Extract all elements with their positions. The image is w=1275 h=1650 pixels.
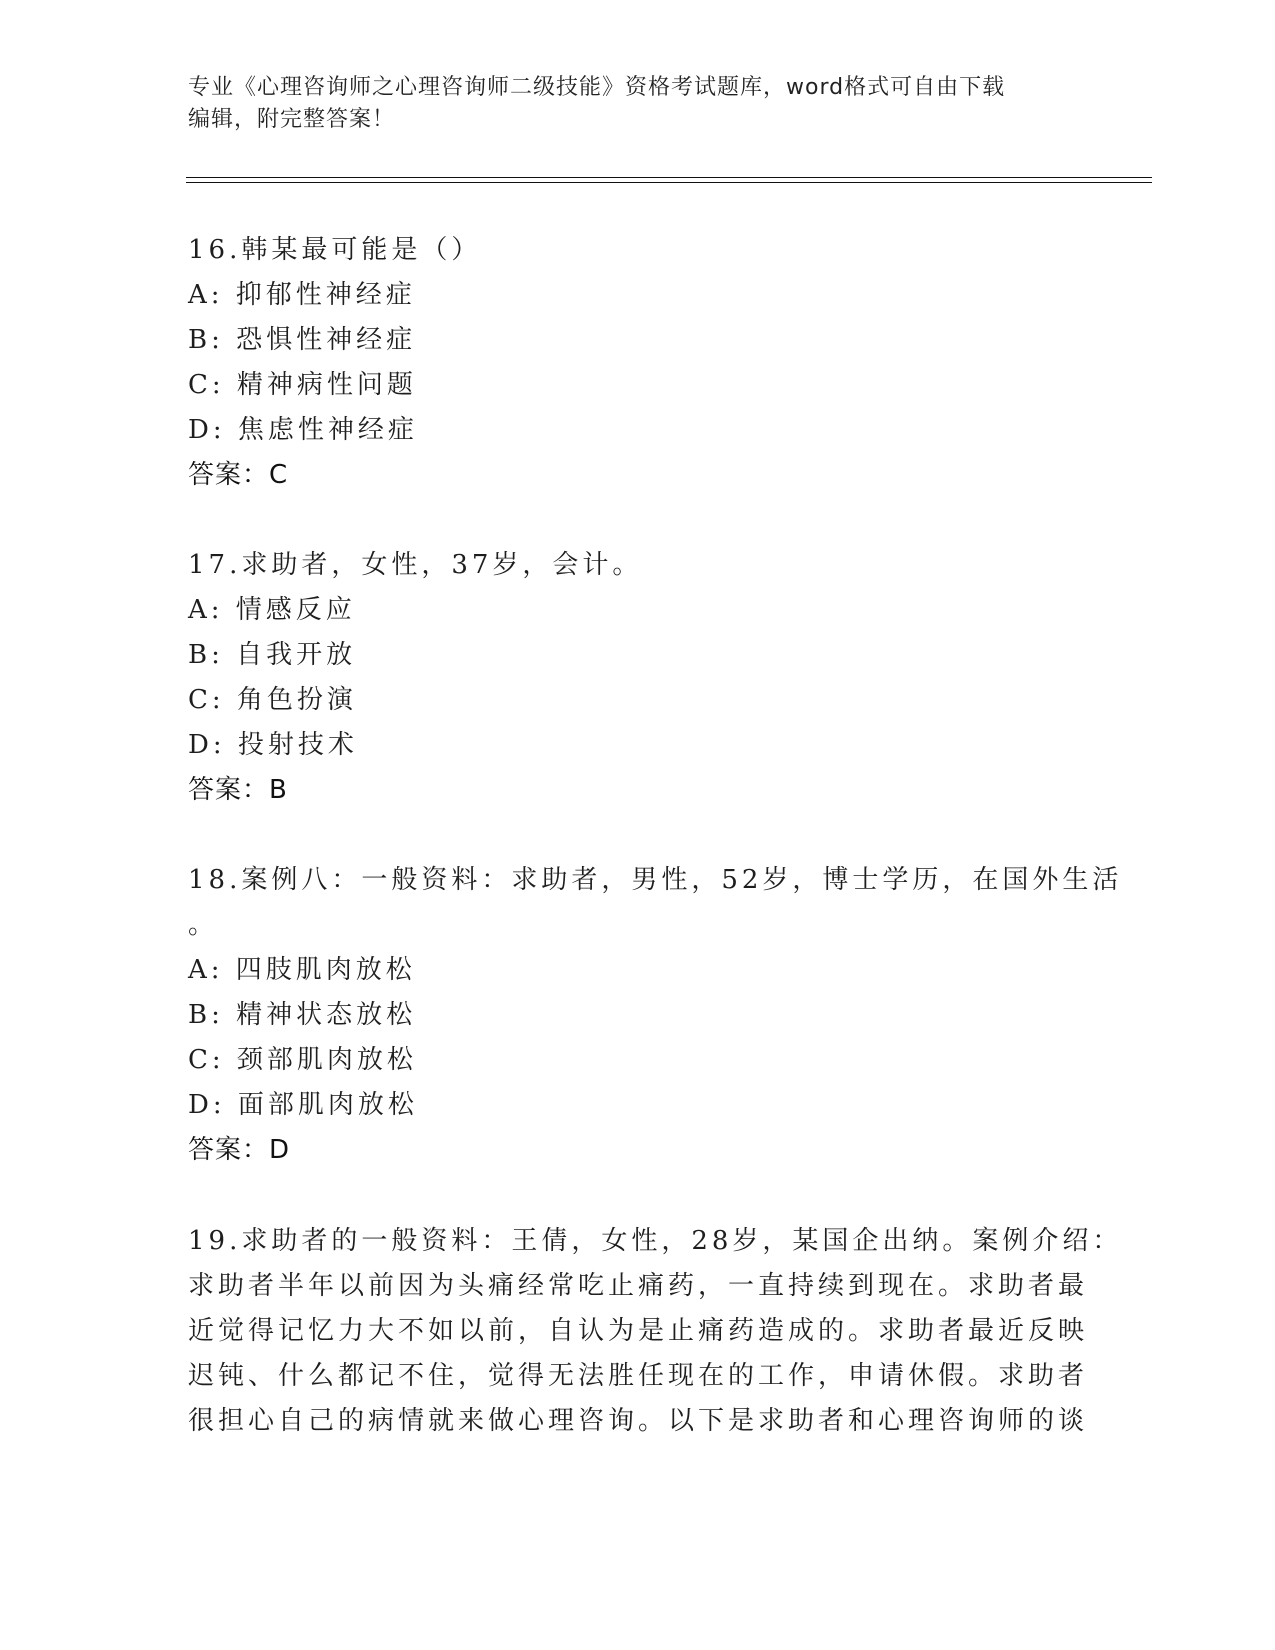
question-stem-line-1: 19.求助者的一般资料：王倩，女性，28岁，某国企出纳。案例介绍： — [188, 1226, 1123, 1256]
option-d: D: 投射技术 — [188, 730, 358, 760]
question-stem-line-2: 。 — [188, 910, 219, 940]
option-a: A: 四肢肌肉放松 — [188, 955, 416, 985]
option-b: B: 恐惧性神经症 — [188, 325, 417, 355]
answer-line: 答案：D — [188, 1135, 291, 1165]
header-line-2: 编辑，附完整答案！ — [188, 107, 396, 132]
question-19 — [188, 1218, 1123, 1443]
option-a: A: 抑郁性神经症 — [188, 280, 416, 310]
option-d: D: 面部肌肉放松 — [188, 1090, 418, 1120]
question-17 — [188, 543, 1088, 813]
option-c: C: 颈部肌肉放松 — [188, 1045, 417, 1075]
option-a: A: 情感反应 — [188, 595, 356, 625]
option-c: C: 精神病性问题 — [188, 370, 417, 400]
header-divider-bottom — [186, 182, 1152, 183]
question-stem: 16.韩某最可能是（） — [188, 235, 482, 265]
question-stem-line-3: 近觉得记忆力大不如以前，自认为是止痛药造成的。求助者最近反映 — [188, 1316, 1089, 1346]
question-stem-line-4: 迟钝、什么都记不住，觉得无法胜任现在的工作，申请休假。求助者 — [188, 1361, 1089, 1391]
question-stem-line-2: 求助者半年以前因为头痛经常吃止痛药，一直持续到现在。求助者最 — [188, 1271, 1089, 1301]
question-18 — [188, 858, 1123, 1173]
answer-line: 答案：C — [188, 460, 289, 490]
header-divider-top — [186, 177, 1152, 178]
header-line-1: 专业《心理咨询师之心理咨询师二级技能》资格考试题库，word格式可自由下载 — [188, 75, 1006, 100]
option-d: D: 焦虑性神经症 — [188, 415, 418, 445]
question-stem: 17.求助者，女性，37岁，会计。 — [188, 550, 643, 580]
option-b: B: 自我开放 — [188, 640, 357, 670]
question-16 — [188, 228, 1088, 498]
option-c: C: 角色扮演 — [188, 685, 357, 715]
question-stem-line-5: 很担心自己的病情就来做心理咨询。以下是求助者和心理咨询师的谈 — [188, 1406, 1089, 1436]
option-b: B: 精神状态放松 — [188, 1000, 417, 1030]
question-stem-line-1: 18.案例八：一般资料：求助者，男性，52岁，博士学历，在国外生活 — [188, 865, 1123, 895]
document-header — [188, 72, 1088, 136]
answer-line: 答案：B — [188, 775, 288, 805]
